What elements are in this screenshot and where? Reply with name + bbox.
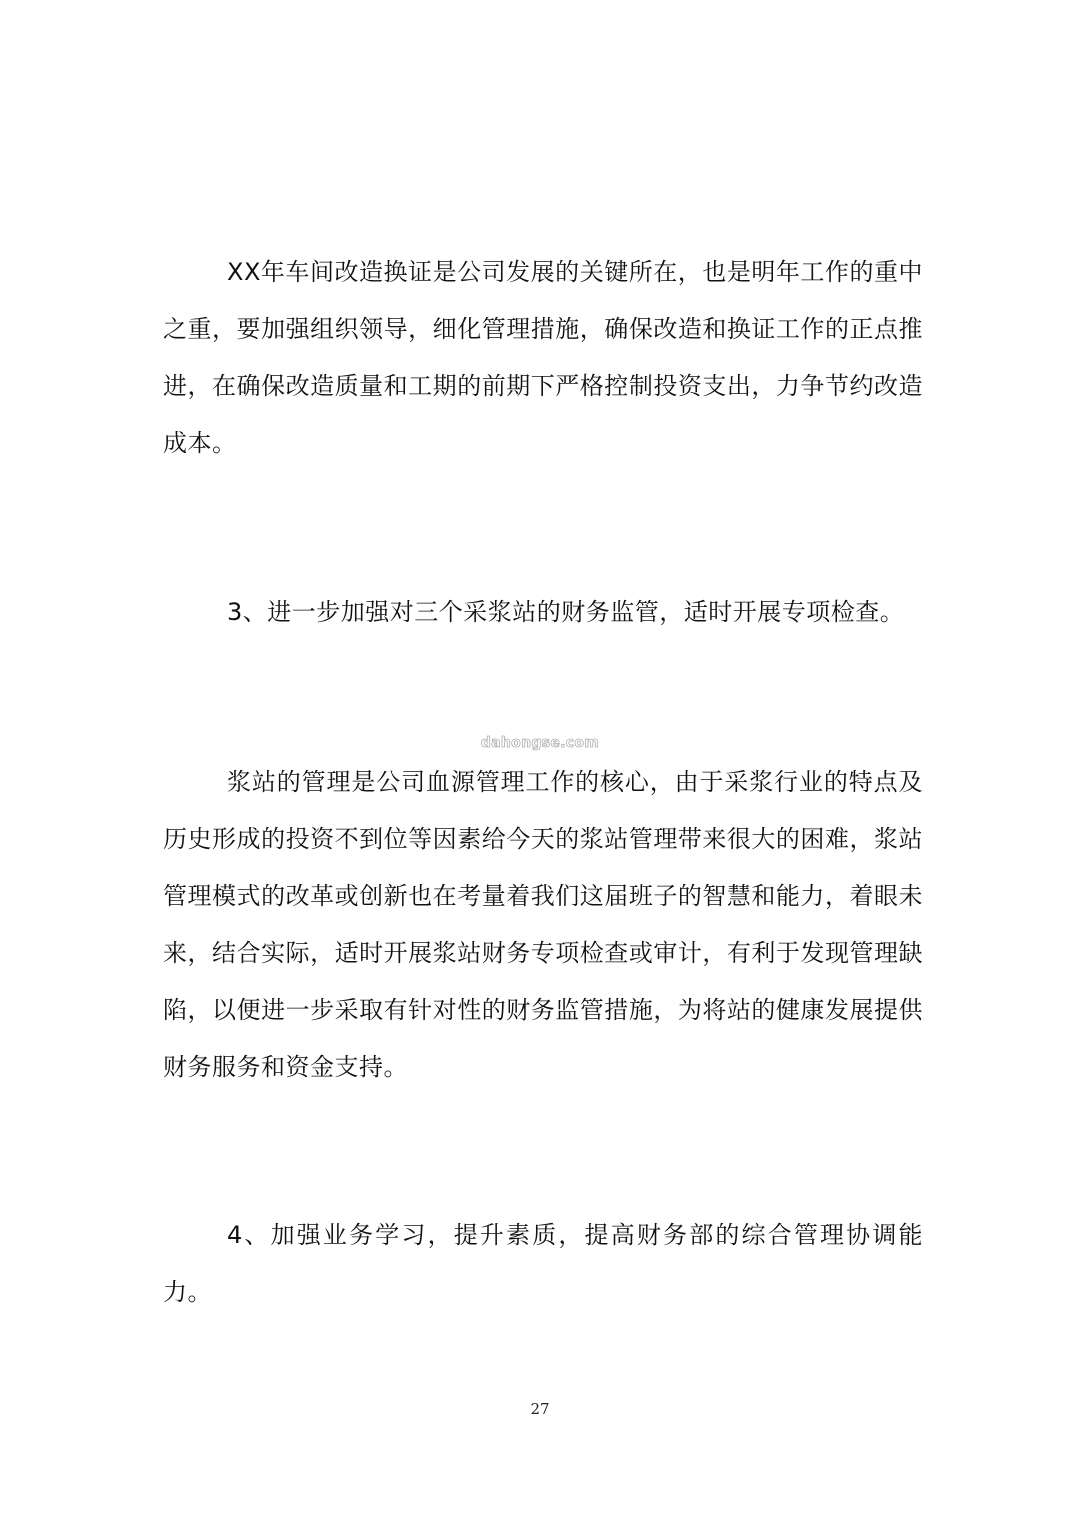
page-number: 27: [530, 1400, 550, 1418]
watermark: dahongse.com: [480, 735, 600, 751]
paragraph-workshop-renovation: XX年车间改造换证是公司发展的关键所在，也是明年工作的重中之重，要加强组织领导，细化管理措施，确保改造和换证工作的正点推进，在确保改造质量和工期的前期下严格控制投资支出，力争节约改造成本。: [163, 258, 923, 457]
paragraph-plasma-station-management: 浆站的管理是公司血源管理工作的核心，由于采浆行业的特点及历史形成的投资不到位等因素给今天的浆站管理带来很大的困难，浆站管理模式的改革或创新也在考量着我们这届班子的智慧和能力，着眼未来，结合实际，适时开展浆站财务专项检查或审计，有利于发现管理缺陷，以便进一步采取有针对性的财务监管措施，为将站的健康发展提供财务服务和资金支持。: [163, 768, 923, 1081]
section-heading-3: 3、进一步加强对三个采浆站的财务监管，适时开展专项检查。: [227, 598, 905, 626]
section-heading-4: 4、加强业务学习，提升素质，提高财务部的综合管理协调能力。: [163, 1221, 923, 1306]
